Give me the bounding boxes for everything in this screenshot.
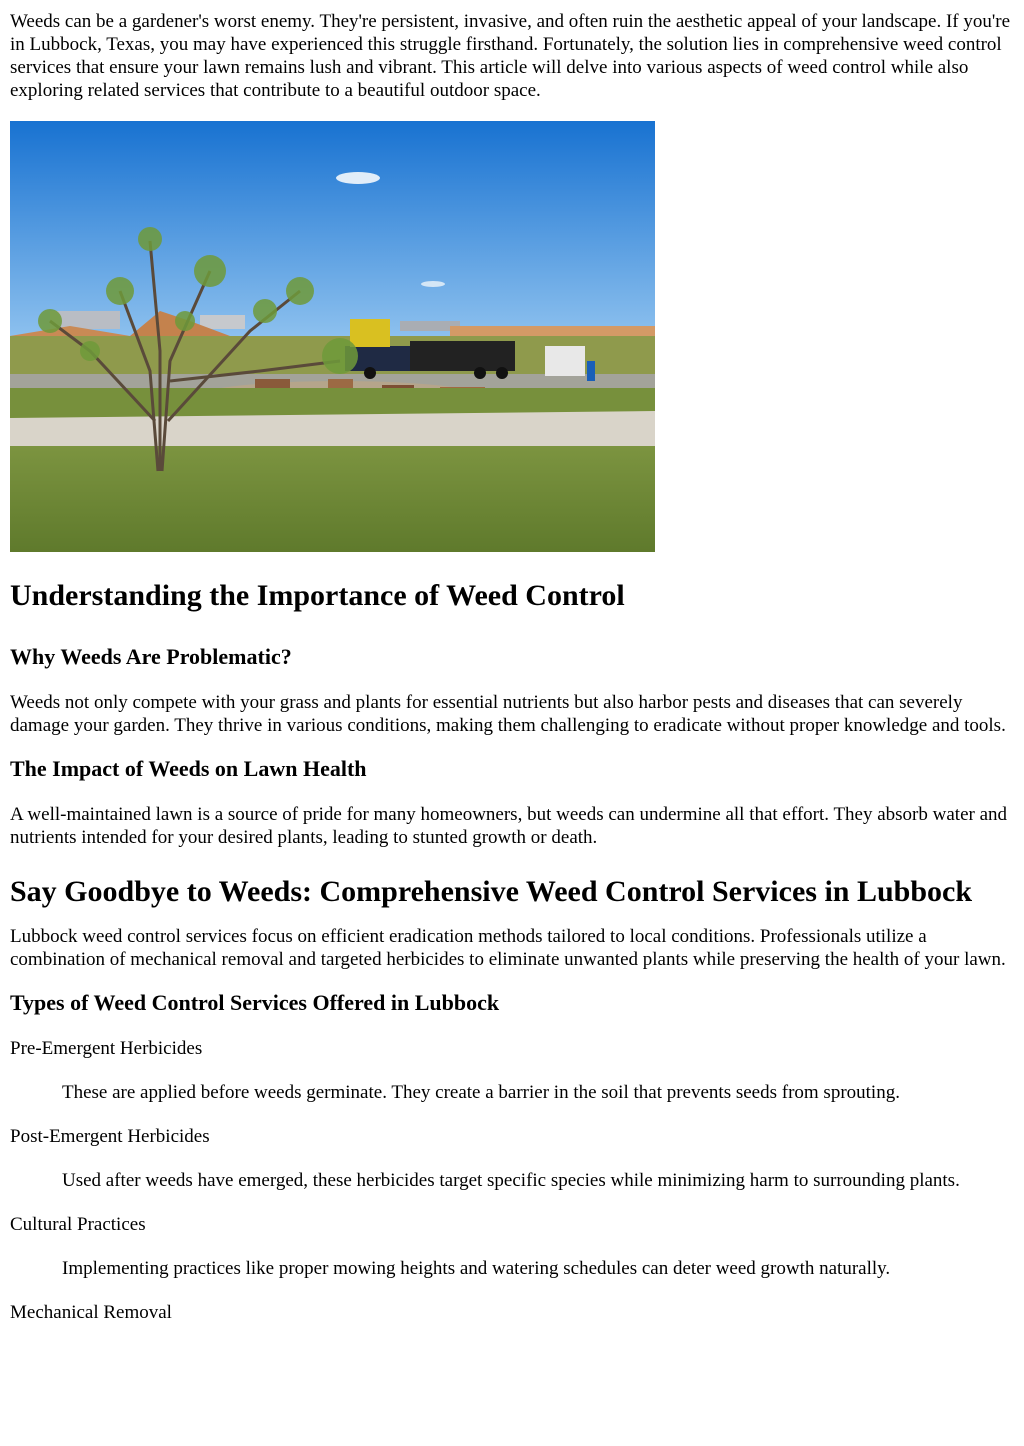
paragraph-why-weeds: Weeds not only compete with your grass and plants for essential nutrients but also harbor pests and diseases that can severely damage your garden. They thrive in various conditions, making them challenging to eradicate without proper knowledge and tools. xyxy=(10,692,1006,736)
subheading-types: Types of Weed Control Services Offered in Lubbock xyxy=(10,990,500,1015)
subheading-why-weeds: Why Weeds Are Problematic? xyxy=(10,644,292,669)
section-heading-importance: Understanding the Importance of Weed Control xyxy=(10,579,625,612)
service-description: Used after weeds have emerged, these herbicides target specific species while minimizing harm to surrounding plants. xyxy=(62,1170,960,1191)
subheading-impact: The Impact of Weeds on Lawn Health xyxy=(10,756,367,781)
paragraph-impact: A well-maintained lawn is a source of pride for many homeowners, but weeds can undermine all that effort. They absorb water and nutrients intended for your desired plants, leading to stunted growth or death. xyxy=(10,804,1008,848)
intro-paragraph: Weeds can be a gardener's worst enemy. They're persistent, invasive, and often ruin the aesthetic appeal of your landscape. If you're in Lubbock, Texas, you may have experienced this struggle firsthand. Fortunately, the solution lies in comprehensive weed control services that ensure your lawn remains lush and vibrant. This article will delve into various aspects of weed control while also exploring related services that contribute to a beautiful outdoor space. xyxy=(10,11,1011,101)
lawn-photo xyxy=(10,121,655,552)
paragraph-services: Lubbock weed control services focus on efficient eradication methods tailored to local conditions. Professionals utilize a combination of mechanical removal and targeted herbicides to eliminate unwanted plants while preserving the health of your lawn. xyxy=(10,926,1006,970)
service-types-list xyxy=(10,1037,1014,1324)
service-term: Mechanical Removal xyxy=(10,1302,172,1323)
service-description: These are applied before weeds germinate. They create a barrier in the soil that prevents seeds from sprouting. xyxy=(62,1082,900,1103)
service-term: Cultural Practices xyxy=(10,1214,146,1235)
service-description: Implementing practices like proper mowing heights and watering schedules can deter weed growth naturally. xyxy=(62,1258,891,1279)
section-heading-services: Say Goodbye to Weeds: Comprehensive Weed Control Services in Lubbock xyxy=(10,875,973,908)
service-term: Post-Emergent Herbicides xyxy=(10,1126,210,1147)
service-term: Pre-Emergent Herbicides xyxy=(10,1038,203,1059)
